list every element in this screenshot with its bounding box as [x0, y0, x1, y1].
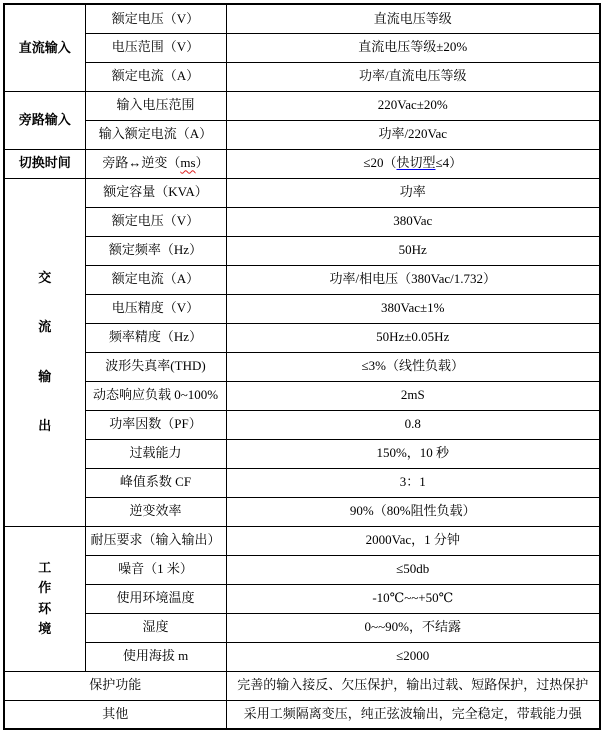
category-cell-working-environment [4, 526, 85, 671]
category-cell-dc-input: 直流输入 [4, 4, 85, 91]
param-label: 峰值系数 CF [85, 468, 226, 497]
param-value: 220Vac±20% [226, 91, 600, 120]
table-row [4, 265, 600, 294]
table-row [4, 352, 600, 381]
param-label: 噪音（1 米） [85, 555, 226, 584]
param-label: 功率因数（PF） [85, 410, 226, 439]
param-value: 90%（80%阻性负载） [226, 497, 600, 526]
param-label: 耐压要求（输入输出） [85, 526, 226, 555]
param-value: 380Vac±1% [226, 294, 600, 323]
table-row [4, 207, 600, 236]
table-row [4, 294, 600, 323]
underlined-text: 快切型 [396, 155, 436, 171]
table-row [4, 33, 600, 62]
spellcheck-marked-text: ms [180, 155, 196, 171]
param-label: 额定频率（Hz） [85, 236, 226, 265]
param-label: 使用环境温度 [85, 584, 226, 613]
param-label: 波形失真率(THD) [85, 352, 226, 381]
param-value: 2mS [226, 381, 600, 410]
table-row [4, 62, 600, 91]
param-value: 2000Vac，1 分钟 [226, 526, 600, 555]
param-label: 额定容量（KVA） [85, 178, 226, 207]
value-text: ≤4） [435, 155, 463, 171]
table-row [4, 613, 600, 642]
table-row [4, 671, 600, 700]
other-label: 其他 [4, 700, 226, 729]
table-row [4, 120, 600, 149]
category-cell-switch-time: 切换时间 [4, 149, 85, 178]
param-label: 额定电流（A） [85, 62, 226, 91]
label-text: ） [195, 155, 209, 171]
param-value: 功率/相电压（380Vac/1.732） [226, 265, 600, 294]
param-label: 电压精度（V） [85, 294, 226, 323]
param-value: 0.8 [226, 410, 600, 439]
param-label: 使用海拔 m [85, 642, 226, 671]
category-cell-bypass-input: 旁路输入 [4, 91, 85, 149]
param-label: 频率精度（Hz） [85, 323, 226, 352]
table-row [4, 555, 600, 584]
param-label: 湿度 [85, 613, 226, 642]
param-value: 功率/直流电压等级 [226, 62, 600, 91]
param-label [85, 149, 226, 178]
param-value: 3：1 [226, 468, 600, 497]
param-value [226, 149, 600, 178]
category-cell-ac-output [4, 178, 85, 526]
table-row [4, 91, 600, 120]
param-value: 直流电压等级 [226, 4, 600, 33]
table-row [4, 381, 600, 410]
table-row [4, 584, 600, 613]
table-row [4, 178, 600, 207]
table-row [4, 323, 600, 352]
table-row [4, 236, 600, 265]
param-value: 50Hz [226, 236, 600, 265]
param-value: 功率 [226, 178, 600, 207]
param-value: 380Vac [226, 207, 600, 236]
param-label: 逆变效率 [85, 497, 226, 526]
label-text: 旁路↔逆变（ [102, 155, 181, 171]
param-value: -10℃~~+50℃ [226, 584, 600, 613]
table-row [4, 468, 600, 497]
param-label: 动态响应负载 0~100% [85, 381, 226, 410]
param-label: 输入额定电流（A） [85, 120, 226, 149]
vertical-category-label: 交 流 输 出 [38, 270, 52, 433]
param-value: 0~~90%，不结露 [226, 613, 600, 642]
protection-label: 保护功能 [4, 671, 226, 700]
param-label: 额定电压（V） [85, 4, 226, 33]
param-value: ≤3%（线性负载） [226, 352, 600, 381]
table-row [4, 439, 600, 468]
other-value: 采用工频隔离变压，纯正弦波输出，完全稳定，带载能力强 [226, 700, 600, 729]
param-label: 额定电压（V） [85, 207, 226, 236]
table-row [4, 4, 600, 33]
table-row [4, 700, 600, 729]
param-label: 额定电流（A） [85, 265, 226, 294]
table-row [4, 410, 600, 439]
param-value: ≤2000 [226, 642, 600, 671]
table-row [4, 497, 600, 526]
table-row [4, 149, 600, 178]
vertical-category-label: 工 作 环 境 [38, 560, 52, 636]
param-value: 150%，10 秒 [226, 439, 600, 468]
value-text: ≤20（ [363, 155, 397, 171]
param-label: 电压范围（V） [85, 33, 226, 62]
protection-value: 完善的输入接反、欠压保护，输出过载、短路保护，过热保护 [226, 671, 600, 700]
param-value: 功率/220Vac [226, 120, 600, 149]
param-value: 直流电压等级±20% [226, 33, 600, 62]
table-row [4, 642, 600, 671]
param-value: 50Hz±0.05Hz [226, 323, 600, 352]
param-label: 过载能力 [85, 439, 226, 468]
param-label: 输入电压范围 [85, 91, 226, 120]
spec-table [3, 3, 601, 730]
table-row [4, 526, 600, 555]
param-value: ≤50db [226, 555, 600, 584]
